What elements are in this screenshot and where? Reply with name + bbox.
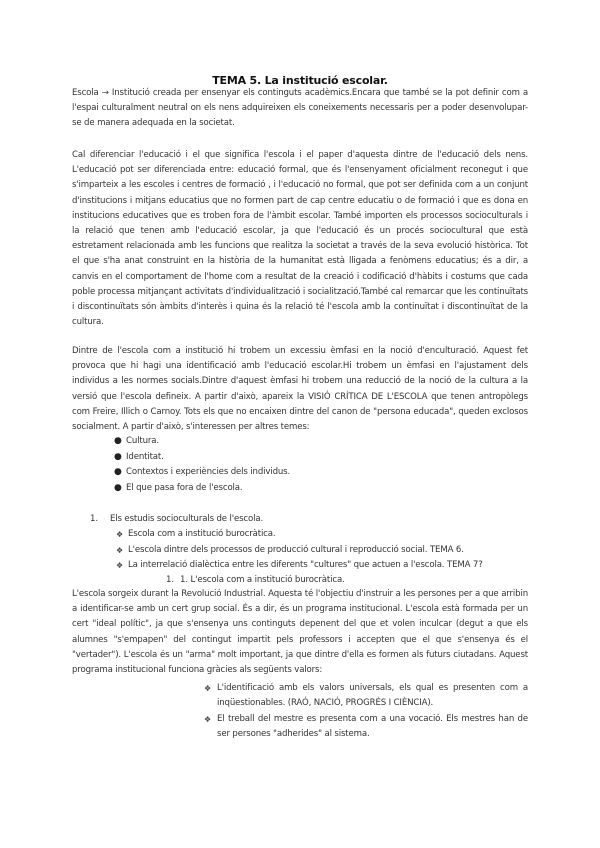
bullet-item: ● Contextos i experiències dels individus. [126,465,290,480]
education-paragraph: Cal diferenciar l'educació i el que significa l'escola i el paper d'aquesta dintre de l'educació dels nens. L'educació pot ser diferenciada entre: educació formal, que és l'ensenyament oficialment reconegut i que s'imparteix a les escoles i centres de formació , i l'educació no formal, que pot ser definida com a un conjunt d'institucions i mitjans educatius que no formen part de cap centre educatiu o de formació i que es dona en institucions educatives que es troben fora de l'àmbit escolar. També importen els processos socioculturals i la relació que tenen amb l'educació escolar, ja que l'educació és un procés sociocultural que està estretament relacionada amb les funcions que realitza la societat a través de la seva evolució històrica. Tot el que s'ha anat construint en la història de la humanitat està lligada a fenòmens educatius; és a dir, a canvis en el comportament de l'home com a resultat de la creació i codificació d'hàbits i costums que cada poble processa mitjançant activitats d'individualització i socialització.També cal remarcar que les continuïtats i discontinuïtats són àmbits d'interès i quina és la relació té l'escola amb la continuïtat i discontinuïtat de la cultura. [72,150,528,328]
value-item: ❖ El treball del mestre es presenta com a una vocació. Els mestres han de ser persones "adherides" al sistema. [204,714,528,740]
critical-view-paragraph: Dintre de l'escola com a institució hi trobem un excessiu èmfasi en la noció d'enculturació. Aquest fet provoca que hi hagi una identificació amb l'educació escolar.Hi trobem un èmfasi en l'ajustament dels individus a les normes socials.Dintre d'aquest èmfasi hi trobem una reducció de la noció de la cultura a la versió que l'escola defineix. A partir d'això, apareix la VISIÓ CRÍTICA DE L'ESCOLA que tenen antropòlegs com Freire, Illich o Carnoy. Tots els que no encaixen dintre del canon de "persona educada", queden exclosos socialment. A partir d'això, s'interessen per altres temes: [72,346,528,433]
document-title: TEMA 5. La institució escolar. [212,74,388,87]
closing-paragraph: L'escola sorgeix durant la Revolució Industrial. Aquesta té l'objectiu d'instruir a les persones per a que arribin a identificar-se amb un cert grup social. És a dir, és un programa institucional. L'escola està formada per un cert "ideal polític", ja que s'ensenya uns continguts depenent del que et volen inculcar (degut a que els alumnes "s'empapen" del contingut impartit pels professors i accepten que el que s'ensenya és el "vertader"). L'escola és un "arma" molt important, ja que dintre d'ella es formen als futurs ciutadans. Aquest programa institucional funciona gràcies als següents valors: [72,589,528,676]
diamond-item: ❖ L'escola dintre dels processos de producció cultural i reproducció social. TEMA 6. [128,543,464,558]
bullet-item: ● El que pasa fora de l'escola. [126,481,243,496]
diamond-bullet-icon: ❖ [204,684,212,693]
bullet-icon: ● [114,436,122,446]
intro-paragraph: Escola → Institució creada per ensenyar els continguts acadèmics.Encara que també se la pot definir com a l'espai culturalment neutral on els nens adquireixen els coneixements necessaris per a poder desenvolupar-se de manera adequada en la societat. [72,88,528,129]
numbered-heading: 1. Els estudis socioculturals de l'escola. [90,514,264,524]
diamond-item: ❖ Escola com a institució burocràtica. [128,527,275,542]
bullet-icon: ● [114,467,122,477]
sub-numbered-heading: 1. 1. L'escola com a institució burocràtica. [166,575,345,585]
diamond-bullet-icon: ❖ [116,561,124,570]
bullet-item: ● Cultura. [126,434,159,449]
bullet-item: ● Identitat. [126,450,164,465]
value-item: ❖ L'identificació amb els valors universals, els qual es presenten com a inqüestionables. (RAÓ, NACIÓ, PROGRÉS I CIÈNCIA). [204,683,528,709]
diamond-bullet-icon: ❖ [204,715,212,724]
bullet-icon: ● [114,483,122,493]
diamond-bullet-icon: ❖ [116,546,124,555]
diamond-bullet-icon: ❖ [116,530,124,539]
diamond-item: ❖ La interrelació dialèctica entre les diferents "cultures" que actuen a l'escola. TEMA 7? [128,558,483,573]
bullet-icon: ● [114,452,122,462]
